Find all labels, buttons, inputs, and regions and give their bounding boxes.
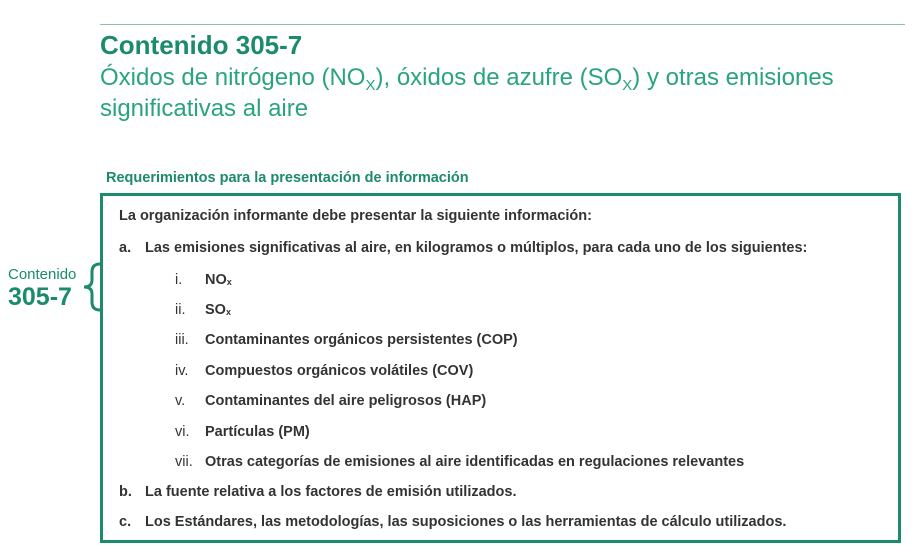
- brace-icon: [80, 262, 102, 312]
- subitem-i-text: [205, 272, 232, 288]
- subitem-vii-marker: vii.: [175, 454, 193, 470]
- subitem-i-label: NO: [205, 272, 227, 288]
- subitem-vi-text: Partículas (PM): [205, 424, 310, 440]
- item-b-marker: b.: [119, 484, 132, 500]
- top-rule: [100, 24, 905, 25]
- subitem-ii-subscript: x: [225, 307, 231, 317]
- subitem-v-marker: v.: [175, 393, 186, 409]
- subitem-iv-marker: iv.: [175, 363, 189, 379]
- subitem-ii-text: [205, 302, 231, 318]
- item-a-marker: a.: [119, 240, 132, 256]
- subitem-vi-marker: vi.: [175, 424, 190, 440]
- subitem-i-subscript: x: [226, 277, 232, 287]
- item-a-text: Las emisiones significativas al aire, en kilogramos o múltiplos, para cada uno de los siguientes:: [145, 240, 808, 256]
- item-c-text: Los Estándares, las metodologías, las suposiciones o las herramientas de cálculo utilizados.: [145, 514, 787, 530]
- subtitle-part-2: ), óxidos de azufre (SO: [375, 64, 623, 91]
- subitem-ii-marker: ii.: [175, 302, 186, 318]
- requirements-intro: La organización informante debe presentar la siguiente información:: [119, 208, 592, 224]
- subitem-iii-text: Contaminantes orgánicos persistentes (COP): [205, 332, 518, 348]
- side-label: Contenido: [8, 266, 77, 283]
- side-code: 305-7: [8, 283, 72, 311]
- subitem-iv-text: Compuestos orgánicos volátiles (COV): [205, 363, 474, 379]
- subtitle-subscript-2: X: [622, 77, 633, 94]
- item-c-marker: c.: [119, 514, 132, 530]
- subitem-ii-label: SO: [205, 302, 226, 318]
- page-subtitle: [100, 62, 860, 124]
- item-b-text: La fuente relativa a los factores de emisión utilizados.: [145, 484, 517, 500]
- subtitle-part-1: Óxidos de nitrógeno (NO: [100, 64, 366, 91]
- subtitle-part-3: ) y otras emisiones significativas al aire: [100, 64, 834, 122]
- subitem-i-marker: i.: [175, 272, 183, 288]
- subitem-v-text: Contaminantes del aire peligrosos (HAP): [205, 393, 487, 409]
- page-title: Contenido 305-7: [100, 30, 303, 60]
- subitem-iii-marker: iii.: [175, 332, 189, 348]
- subtitle-subscript-1: X: [365, 77, 376, 94]
- subitem-vii-text: Otras categorías de emisiones al aire identificadas en regulaciones relevantes: [205, 454, 745, 470]
- requirements-title: Requerimientos para la presentación de información: [106, 170, 469, 186]
